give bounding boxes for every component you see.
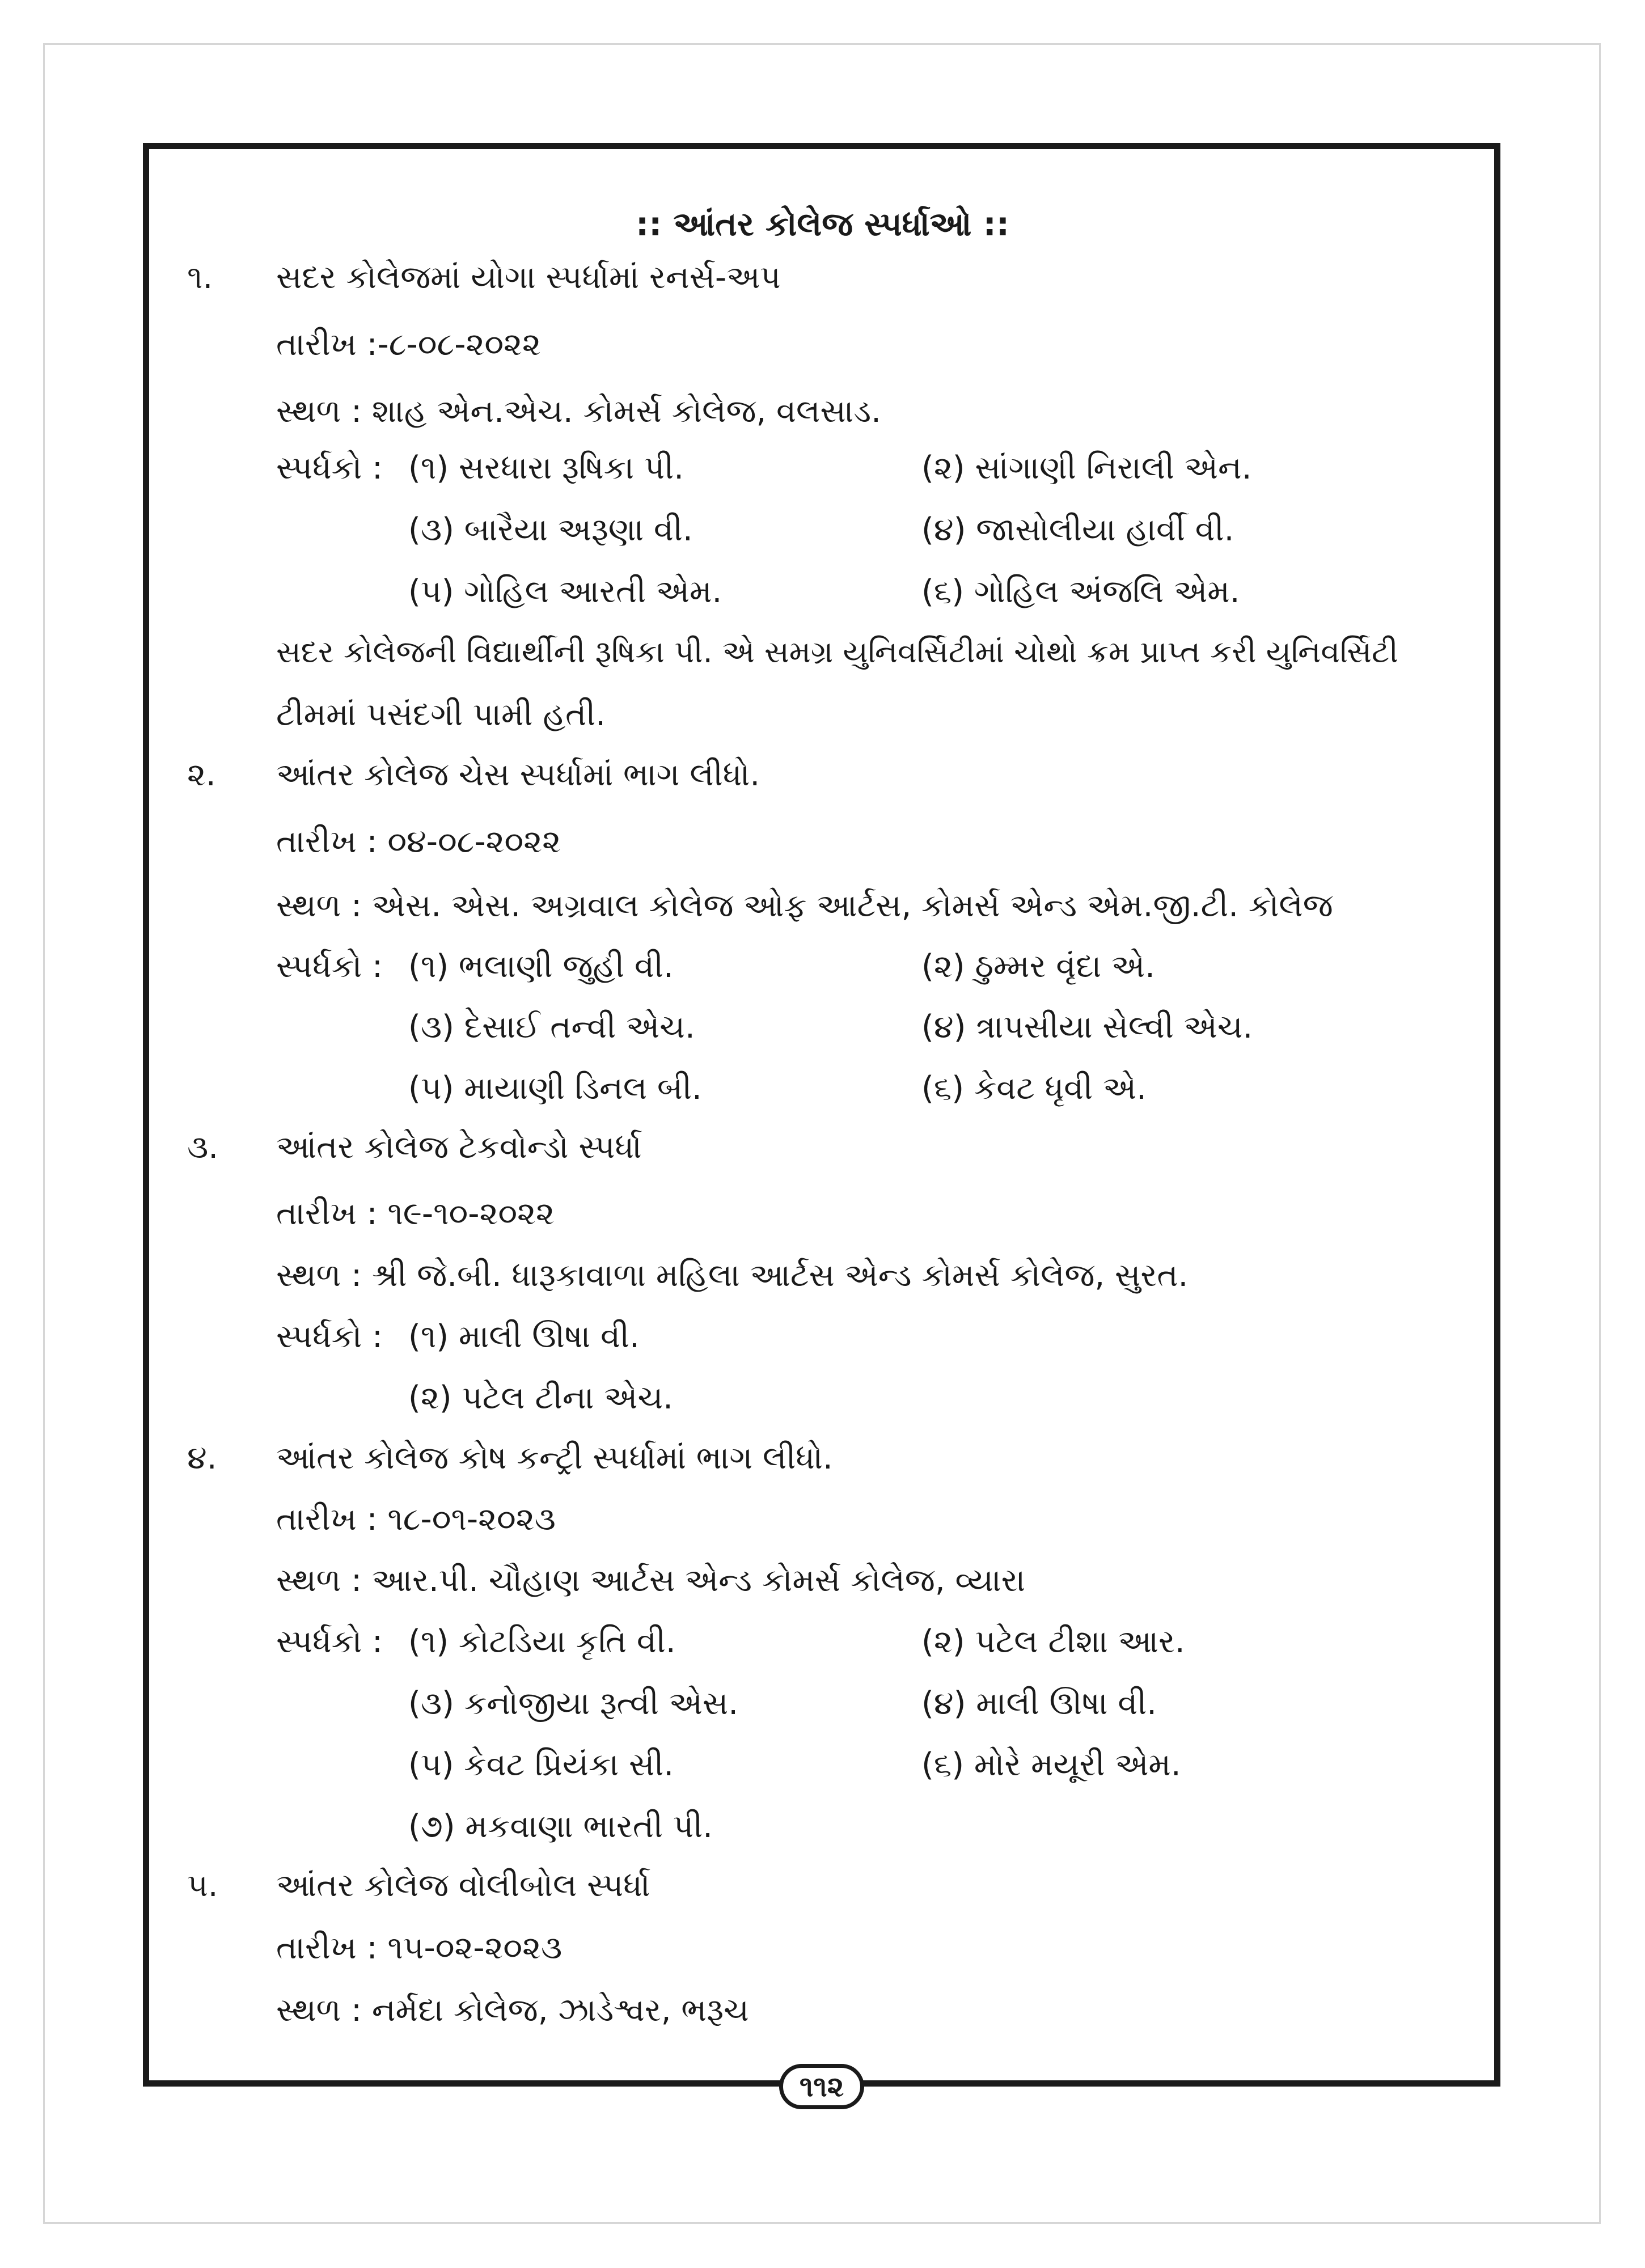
competitor-item: (૨) સાંગાણી નિરાલી એન.: [921, 450, 1252, 486]
section-heading: આંતર કોલેજ વોલીબોલ સ્પર્ધા: [276, 1867, 650, 1904]
event-place: સ્થળ : એસ. એસ. અગ્રવાલ કોલેજ ઓફ આર્ટસ, કોમર્સ એન્ડ એમ.જી.ટી. કોલેજ: [276, 887, 1333, 924]
section-number: ૩.: [187, 1129, 219, 1166]
section-number: ૫.: [187, 1867, 218, 1904]
competitors-label: સ્પર્ધકો :: [276, 948, 383, 985]
competitor-item: (૬) ગોહિલ અંજલિ એમ.: [921, 573, 1240, 610]
page-number-badge: ૧૧૨: [779, 2064, 864, 2109]
event-place: સ્થળ : આર.પી. ચૌહાણ આર્ટસ એન્ડ કોમર્સ કોલેજ, વ્યારા: [276, 1562, 1026, 1599]
section-number: ૪.: [187, 1440, 217, 1476]
event-date: તારીખ : ૦૪-૦૮-૨૦૨૨: [276, 823, 561, 860]
competitors-label: સ્પર્ધકો :: [276, 450, 383, 486]
competitor-item: (૬) મોરે મયૂરી એમ.: [921, 1746, 1181, 1783]
content-frame: [143, 143, 1500, 2087]
competitor-item: (૧) ભલાણી જુહી વી.: [408, 948, 674, 985]
section-note: સદર કોલેજની વિદ્યાર્થીની રૂષિકા પી. એ સમગ્ર યુનિવર્સિટીમાં ચોથો ક્રમ પ્રાપ્ત કરી યુનિવર્સિટી: [276, 634, 1398, 670]
page-title: :: આંતર કોલેજ સ્પર્ધાઓ ::: [635, 205, 1010, 243]
competitor-item: (૧) માલી ઊષા વી.: [408, 1318, 640, 1355]
competitors-label: સ્પર્ધકો :: [276, 1623, 383, 1660]
section-number: ૧.: [187, 259, 213, 296]
competitor-item: (૫) કેવટ પ્રિયંકા સી.: [408, 1746, 674, 1783]
event-place: સ્થળ : શાહ એન.એચ. કોમર્સ કોલેજ, વલસાડ.: [276, 393, 881, 430]
competitor-item: (૨) પટેલ ટીશા આર.: [921, 1623, 1185, 1660]
event-place: સ્થળ : શ્રી જે.બી. ધારૂકાવાળા મહિલા આર્ટસ એન્ડ કોમર્સ કોલેજ, સુરત.: [276, 1257, 1189, 1294]
competitors-label: સ્પર્ધકો :: [276, 1318, 383, 1355]
competitor-item: (૩) કનોજીયા રૂત્વી એસ.: [408, 1685, 738, 1722]
event-date: તારીખ : ૧૫-૦૨-૨૦૨૩: [276, 1930, 563, 1966]
competitor-item: (૫) ગોહિલ આરતી એમ.: [408, 573, 722, 610]
section-heading: આંતર કોલેજ ટેકવોન્ડો સ્પર્ધા: [276, 1129, 642, 1166]
competitor-item: (૬) કેવટ ધૃવી એ.: [921, 1070, 1147, 1107]
event-date: તારીખ : ૧૮-૦૧-૨૦૨૩: [276, 1501, 556, 1538]
competitor-item: (૪) માલી ઊષા વી.: [921, 1685, 1157, 1722]
competitor-item: (૨) પટેલ ટીના એચ.: [408, 1380, 673, 1416]
event-date: તારીખ : ૧૯-૧૦-૨૦૨૨: [276, 1195, 555, 1232]
section-number: ૨.: [187, 756, 216, 793]
competitor-item: (૪) જાસોલીયા હાર્વી વી.: [921, 511, 1234, 548]
competitor-item: (૭) મકવાણા ભારતી પી.: [408, 1808, 713, 1845]
competitor-item: (૪) ત્રાપસીયા સેલ્વી એચ.: [921, 1009, 1253, 1046]
competitor-item: (૧) કોટડિયા કૃતિ વી.: [408, 1623, 676, 1660]
section-note: ટીમમાં પસંદગી પામી હતી.: [276, 696, 606, 733]
event-date: તારીખ :-૮-૦૮-૨૦૨૨: [276, 326, 541, 363]
competitor-item: (૧) સરધારા રૂષિકા પી.: [408, 450, 684, 486]
competitor-item: (૩) દેસાઈ તન્વી એચ.: [408, 1009, 695, 1046]
section-heading: સદર કોલેજમાં યોગા સ્પર્ધામાં રનર્સ-અપ: [276, 259, 781, 296]
competitor-item: (૩) બારૈયા અરૂણા વી.: [408, 511, 693, 548]
event-place: સ્થળ : નર્મદા કોલેજ, ઝાડેશ્વર, ભરૂચ: [276, 1992, 749, 2029]
competitor-item: (૨) ઠુમ્મર વૃંદા એ.: [921, 948, 1155, 985]
section-heading: આંતર કોલેજ કોષ કન્ટ્રી સ્પર્ધામાં ભાગ લીધો.: [276, 1440, 833, 1476]
section-heading: આંતર કોલેજ ચેસ સ્પર્ધામાં ભાગ લીધો.: [276, 756, 760, 793]
competitor-item: (૫) માયાણી ડિનલ બી.: [408, 1070, 702, 1107]
